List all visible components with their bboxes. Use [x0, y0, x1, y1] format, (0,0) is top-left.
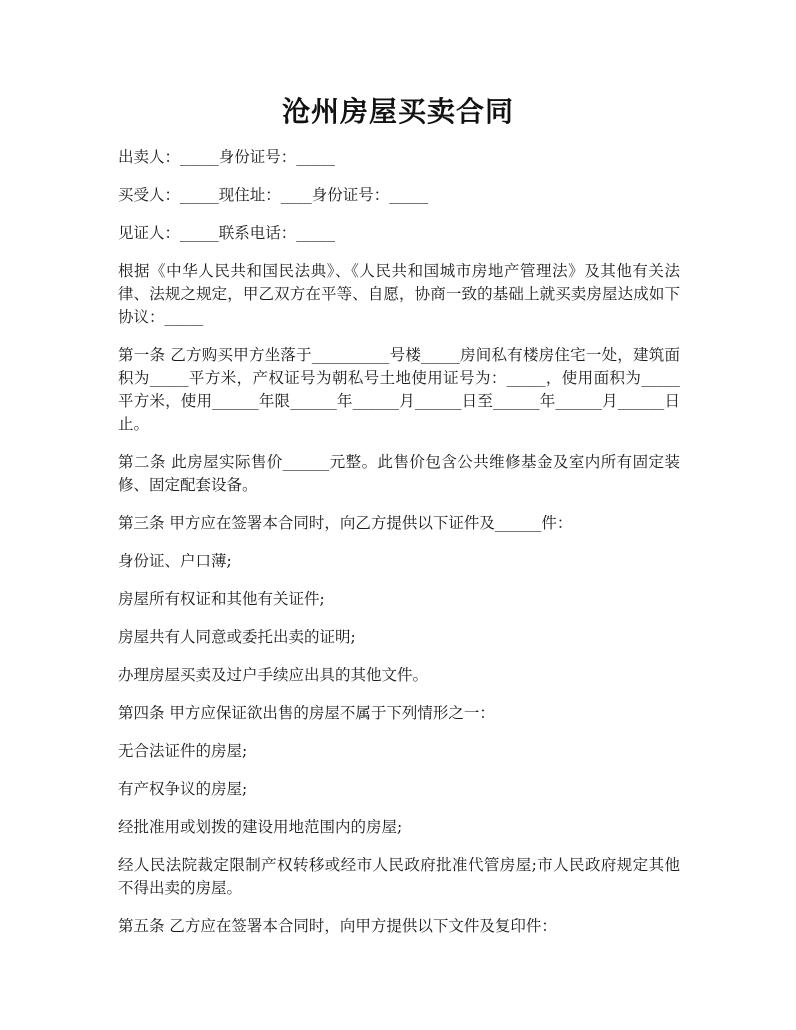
article-3: 第三条 甲方应在签署本合同时，向乙方提供以下证件及______件： — [118, 514, 573, 532]
article-4-item-1: 无合法证件的房屋; — [118, 742, 248, 760]
buyer-line: 买受人：_____现住址：____身份证号：_____ — [118, 186, 429, 204]
article-3-item-4: 办理房屋买卖及过户手续应出具的其他文件。 — [118, 666, 429, 684]
article-2: 第二条 此房屋实际售价______元整。此售价包含公共维修基金及室内所有固定装修、固定配套设备。 — [118, 453, 680, 494]
seller-line: 出卖人：_____身份证号：_____ — [118, 148, 336, 166]
preamble-paragraph: 根据《中华人民共和国民法典》、《人民共和国城市房地产管理法》及其他有关法律、法规之规定，甲乙双方在平等、自愿，协商一致的基础上就买卖房屋达成如下协议：_____ — [118, 262, 680, 326]
document-body — [118, 146, 680, 953]
article-4-item-2: 有产权争议的房屋; — [118, 780, 248, 798]
article-4-item-4: 经人民法院裁定限制产权转移或经市人民政府批准代管房屋;市人民政府规定其他不得出卖的房屋。 — [118, 856, 680, 897]
article-4: 第四条 甲方应保证欲出售的房屋不属于下列情形之一： — [118, 704, 495, 722]
witness-line: 见证人：_____联系电话：_____ — [118, 224, 336, 242]
article-4-item-3: 经批准用或划拨的建设用地范围内的房屋; — [118, 818, 403, 836]
article-3-item-1: 身份证、户口薄; — [118, 552, 232, 570]
article-5: 第五条 乙方应在签署本合同时，向甲方提供以下文件及复印件： — [118, 917, 557, 935]
article-1: 第一条 乙方购买甲方坐落于__________号楼_____房间私有楼房住宅一处，建筑面积为_____平方米，产权证号为朝私号土地使用证号为：_____，使用面积为_____平方米，使用______年限______年______月______日至______年______月______日止。 — [118, 346, 680, 433]
article-3-item-3: 房屋共有人同意或委托出卖的证明; — [118, 628, 356, 646]
document-title: 沧州房屋买卖合同 — [281, 95, 514, 128]
article-3-item-2: 房屋所有权证和其他有关证件; — [118, 590, 325, 608]
